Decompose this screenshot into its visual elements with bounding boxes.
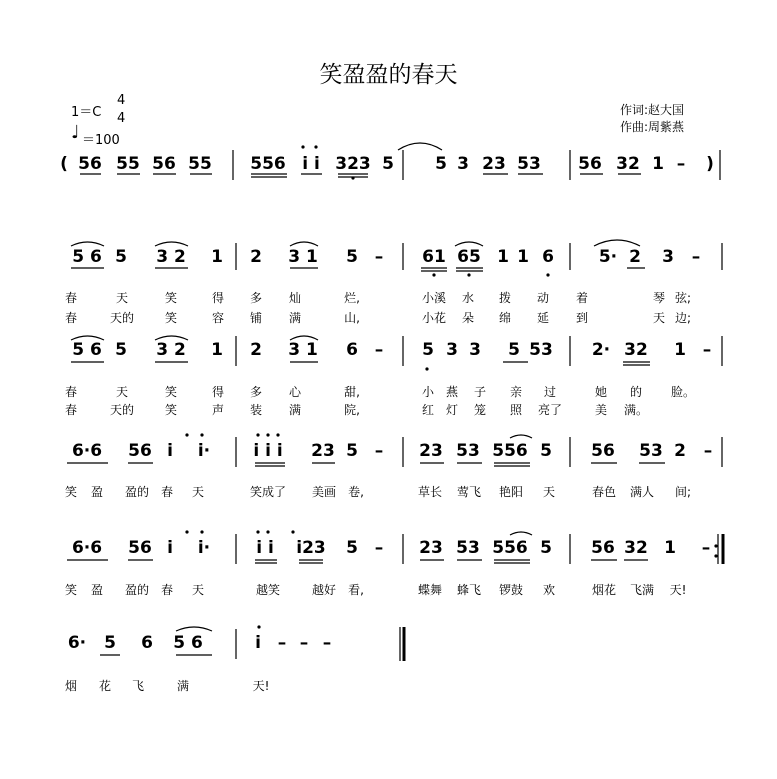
note: i· <box>197 441 211 461</box>
note: – <box>374 538 384 558</box>
note: 23 <box>482 154 506 174</box>
lyric-word: 春 <box>64 291 78 305</box>
note: – <box>299 633 309 653</box>
lyric-word: 多 <box>249 385 263 399</box>
octave-dot <box>266 433 269 436</box>
note: 5 <box>115 247 127 267</box>
slur <box>455 242 483 246</box>
octave-dot <box>714 544 717 547</box>
lyric-word: 天的 <box>109 311 135 325</box>
note: 2 <box>629 247 641 267</box>
octave-dot <box>185 530 188 533</box>
lyric-word: 照 <box>509 403 523 417</box>
octave-dot <box>546 273 549 276</box>
note: – <box>691 247 701 267</box>
lyric-word: 的 <box>629 385 643 399</box>
note: 5 6 <box>72 247 102 267</box>
note: 23 <box>419 538 443 558</box>
note: 5 <box>508 340 520 360</box>
lyric-word: 朵 <box>461 311 475 325</box>
lyric-word: 笑 <box>164 311 178 325</box>
note: 5 <box>346 538 358 558</box>
lyric-word: 子 <box>473 385 487 399</box>
lyric-word: 盈 <box>90 583 104 597</box>
lyric-word: 绵 <box>498 311 512 325</box>
lyric-word: 美 <box>594 403 608 417</box>
lyric-word: 烂, <box>344 291 360 305</box>
note: – <box>374 247 384 267</box>
lyric-word: 天 <box>115 385 129 399</box>
time-signature-bottom: 4 <box>117 111 126 126</box>
note: – <box>702 340 712 360</box>
octave-dot <box>291 530 294 533</box>
lyric-word: 天的 <box>109 403 135 417</box>
lyric-word: 弦; <box>674 291 692 305</box>
note: 556 <box>250 154 286 174</box>
lyric-word: 飞满 <box>629 583 655 597</box>
lyric-word: 笑 <box>64 583 78 597</box>
note: – <box>322 633 332 653</box>
lyric-word: 天! <box>669 583 687 597</box>
note: 3 <box>469 340 481 360</box>
note: 5 <box>540 441 552 461</box>
lyric-word: 莺飞 <box>456 485 482 499</box>
note: 5 <box>115 340 127 360</box>
lyric-word: 间; <box>674 485 692 499</box>
lyric-word: 艳阳 <box>498 485 524 499</box>
tempo-marking: ＝100 <box>82 133 120 148</box>
lyric-word: 装 <box>249 403 263 417</box>
note: 53 <box>456 441 480 461</box>
lyric-word: 满。 <box>623 403 649 417</box>
note: 5 6 <box>72 340 102 360</box>
lyricist: 作词:赵大国 <box>620 103 685 117</box>
octave-dot <box>256 433 259 436</box>
lyric-word: 多 <box>249 291 263 305</box>
lyric-word: 延 <box>536 311 550 325</box>
lyric-word: 飞 <box>131 679 145 693</box>
lyric-word: 天 <box>191 485 205 499</box>
note: 53 <box>529 340 553 360</box>
note: ) <box>706 154 714 174</box>
note: 55 <box>116 154 140 174</box>
lyric-word: 春 <box>160 485 174 499</box>
lyric-word: 天 <box>115 291 129 305</box>
lyric-word: 春色 <box>591 485 617 499</box>
note: 53 <box>456 538 480 558</box>
slur <box>510 532 532 535</box>
lyric-word: 动 <box>536 291 550 305</box>
lyric-word: 笑 <box>164 403 178 417</box>
lyric-word: 小花 <box>421 311 447 325</box>
time-signature-top: 4 <box>117 93 126 108</box>
lyric-word: 声 <box>211 403 225 417</box>
note: 23 <box>311 441 335 461</box>
note: 61 <box>422 247 446 267</box>
lyric-word: 蜂飞 <box>456 583 482 597</box>
slur <box>155 242 188 246</box>
lyric-word: 边; <box>674 311 692 325</box>
note: ( <box>60 154 68 174</box>
lyric-word: 到 <box>575 311 589 325</box>
note: 6 <box>542 247 554 267</box>
lyric-word: 越好 <box>311 583 337 597</box>
lyric-word: 铺 <box>249 311 263 325</box>
lyric-word: 笑成了 <box>249 485 287 499</box>
lyric-word: 拨 <box>498 291 512 305</box>
lyric-word: 满 <box>288 311 302 325</box>
lyric-word: 小溪 <box>421 291 447 305</box>
octave-dot <box>314 145 317 148</box>
song-title: 笑盈盈的春天 <box>319 62 458 88</box>
octave-dot <box>301 145 304 148</box>
octave-dot <box>351 176 354 179</box>
lyric-word: 得 <box>211 385 225 399</box>
note: 3 1 <box>288 340 318 360</box>
note: 56 <box>152 154 176 174</box>
lyric-word: 锣鼓 <box>498 583 524 597</box>
note: 5 6 <box>173 633 203 653</box>
octave-dot <box>256 530 259 533</box>
quarter-note-icon: ♩ <box>71 122 80 143</box>
note: 56 <box>578 154 602 174</box>
note: i· <box>197 538 211 558</box>
lyric-word: 院, <box>344 403 360 417</box>
composer: 作曲:周紫燕 <box>620 120 685 134</box>
note: 3 1 <box>288 247 318 267</box>
note: 5 <box>382 154 394 174</box>
note: 556 <box>492 441 528 461</box>
lyric-word: 琴 <box>652 291 666 305</box>
lyric-word: 红 <box>421 403 435 417</box>
note: i <box>255 633 261 653</box>
lyric-word: 越笑 <box>255 583 281 597</box>
note: 53 <box>517 154 541 174</box>
lyric-word: 满 <box>176 679 190 693</box>
note: 1 <box>517 247 529 267</box>
lyric-word: 满 <box>288 403 302 417</box>
note: 5 <box>104 633 116 653</box>
lyric-word: 烟 <box>64 679 78 693</box>
lyric-word: 美画 <box>311 485 337 499</box>
note: 2 <box>250 340 262 360</box>
note: – <box>374 441 384 461</box>
octave-dot <box>425 367 428 370</box>
note: 3 <box>662 247 674 267</box>
note: 32 <box>624 340 648 360</box>
note: 32 <box>616 154 640 174</box>
lyric-word: 水 <box>461 291 475 305</box>
note: 2· <box>591 340 611 360</box>
key-signature: 1＝C <box>71 105 102 120</box>
octave-dot <box>200 433 203 436</box>
lyric-word: 灿 <box>288 291 302 305</box>
note: 53 <box>639 441 663 461</box>
lyric-word: 盈的 <box>124 485 150 499</box>
slur <box>290 242 318 246</box>
lyric-word: 笑 <box>164 385 178 399</box>
note: 1 <box>211 340 223 360</box>
lyric-word: 烟花 <box>591 583 617 597</box>
note: 3 2 <box>156 247 186 267</box>
octave-dot <box>185 433 188 436</box>
lyric-word: 春 <box>64 385 78 399</box>
note: 5 <box>435 154 447 174</box>
note: 556 <box>492 538 528 558</box>
note: 56 <box>128 441 152 461</box>
lyric-word: 笑 <box>64 485 78 499</box>
lyric-word: 脸。 <box>670 385 696 399</box>
note: 5 <box>540 538 552 558</box>
slur <box>398 143 442 150</box>
note: – <box>703 441 713 461</box>
lyric-word: 笑 <box>164 291 178 305</box>
note: 56 <box>128 538 152 558</box>
slur <box>176 627 212 631</box>
lyric-word: 心 <box>288 385 302 399</box>
lyric-word: 天 <box>191 583 205 597</box>
lyric-word: 天 <box>652 311 666 325</box>
lyric-word: 灯 <box>445 403 459 417</box>
octave-dot <box>200 530 203 533</box>
note: – <box>277 633 287 653</box>
note: i i <box>302 154 320 174</box>
note: 65 <box>457 247 481 267</box>
octave-dot <box>714 554 717 557</box>
lyric-word: 容 <box>211 311 225 325</box>
note: 2 <box>674 441 686 461</box>
lyric-word: 天! <box>252 679 270 693</box>
slur <box>71 336 104 340</box>
lyric-word: 花 <box>98 679 112 693</box>
lyric-word: 满人 <box>629 485 655 499</box>
octave-dot <box>276 433 279 436</box>
note: 6· <box>67 633 87 653</box>
note: 3 <box>457 154 469 174</box>
note: i23 <box>296 538 326 558</box>
lyric-word: 盈 <box>90 485 104 499</box>
lyric-word: 小 <box>421 385 435 399</box>
note: i i <box>256 538 274 558</box>
lyric-word: 得 <box>211 291 225 305</box>
note: 5· <box>598 247 618 267</box>
octave-dot <box>257 625 260 628</box>
lyric-word: 看, <box>348 583 364 597</box>
note: 1 <box>664 538 676 558</box>
note: 6 <box>141 633 153 653</box>
note: – <box>701 538 711 558</box>
lyric-word: 她 <box>594 385 608 399</box>
note: 32 <box>624 538 648 558</box>
lyric-word: 盈的 <box>124 583 150 597</box>
lyric-word: 山, <box>344 311 360 325</box>
note: 1 <box>497 247 509 267</box>
note: 3 2 <box>156 340 186 360</box>
lyric-word: 蝶舞 <box>417 583 443 597</box>
lyric-word: 春 <box>64 403 78 417</box>
octave-dot <box>432 273 435 276</box>
slur <box>155 336 188 340</box>
note: 6·6 <box>71 441 103 461</box>
note: 1 <box>652 154 664 174</box>
note: 5 <box>346 441 358 461</box>
note: 55 <box>188 154 212 174</box>
lyric-word: 天 <box>542 485 556 499</box>
slur <box>290 336 318 340</box>
note: 5 <box>346 247 358 267</box>
lyric-word: 亲 <box>509 385 523 399</box>
lyric-word: 春 <box>160 583 174 597</box>
note: i i i <box>253 441 283 461</box>
lyric-word: 亮了 <box>537 403 563 417</box>
note: 56 <box>78 154 102 174</box>
note: 56 <box>591 441 615 461</box>
lyric-word: 草长 <box>417 485 443 499</box>
note: 2 <box>250 247 262 267</box>
lyric-word: 燕 <box>445 385 459 399</box>
note: – <box>374 340 384 360</box>
note: 23 <box>419 441 443 461</box>
octave-dot <box>467 273 470 276</box>
lyric-word: 过 <box>543 385 557 399</box>
note: 1 <box>211 247 223 267</box>
note: 5 <box>422 340 434 360</box>
lyric-word: 着 <box>575 291 589 305</box>
slur <box>510 435 532 438</box>
note: 323 <box>335 154 371 174</box>
note: 3 <box>446 340 458 360</box>
note: 6 <box>346 340 358 360</box>
lyric-word: 卷, <box>348 485 364 499</box>
note: i <box>167 441 173 461</box>
lyric-word: 甜, <box>344 385 360 399</box>
note: – <box>676 154 686 174</box>
note: 56 <box>591 538 615 558</box>
note: 6·6 <box>71 538 103 558</box>
lyric-word: 欢 <box>542 583 556 597</box>
lyric-word: 春 <box>64 311 78 325</box>
lyric-word: 笼 <box>473 403 487 417</box>
note: i <box>167 538 173 558</box>
slur <box>594 240 640 246</box>
octave-dot <box>266 530 269 533</box>
slur <box>71 242 104 246</box>
note: 1 <box>674 340 686 360</box>
